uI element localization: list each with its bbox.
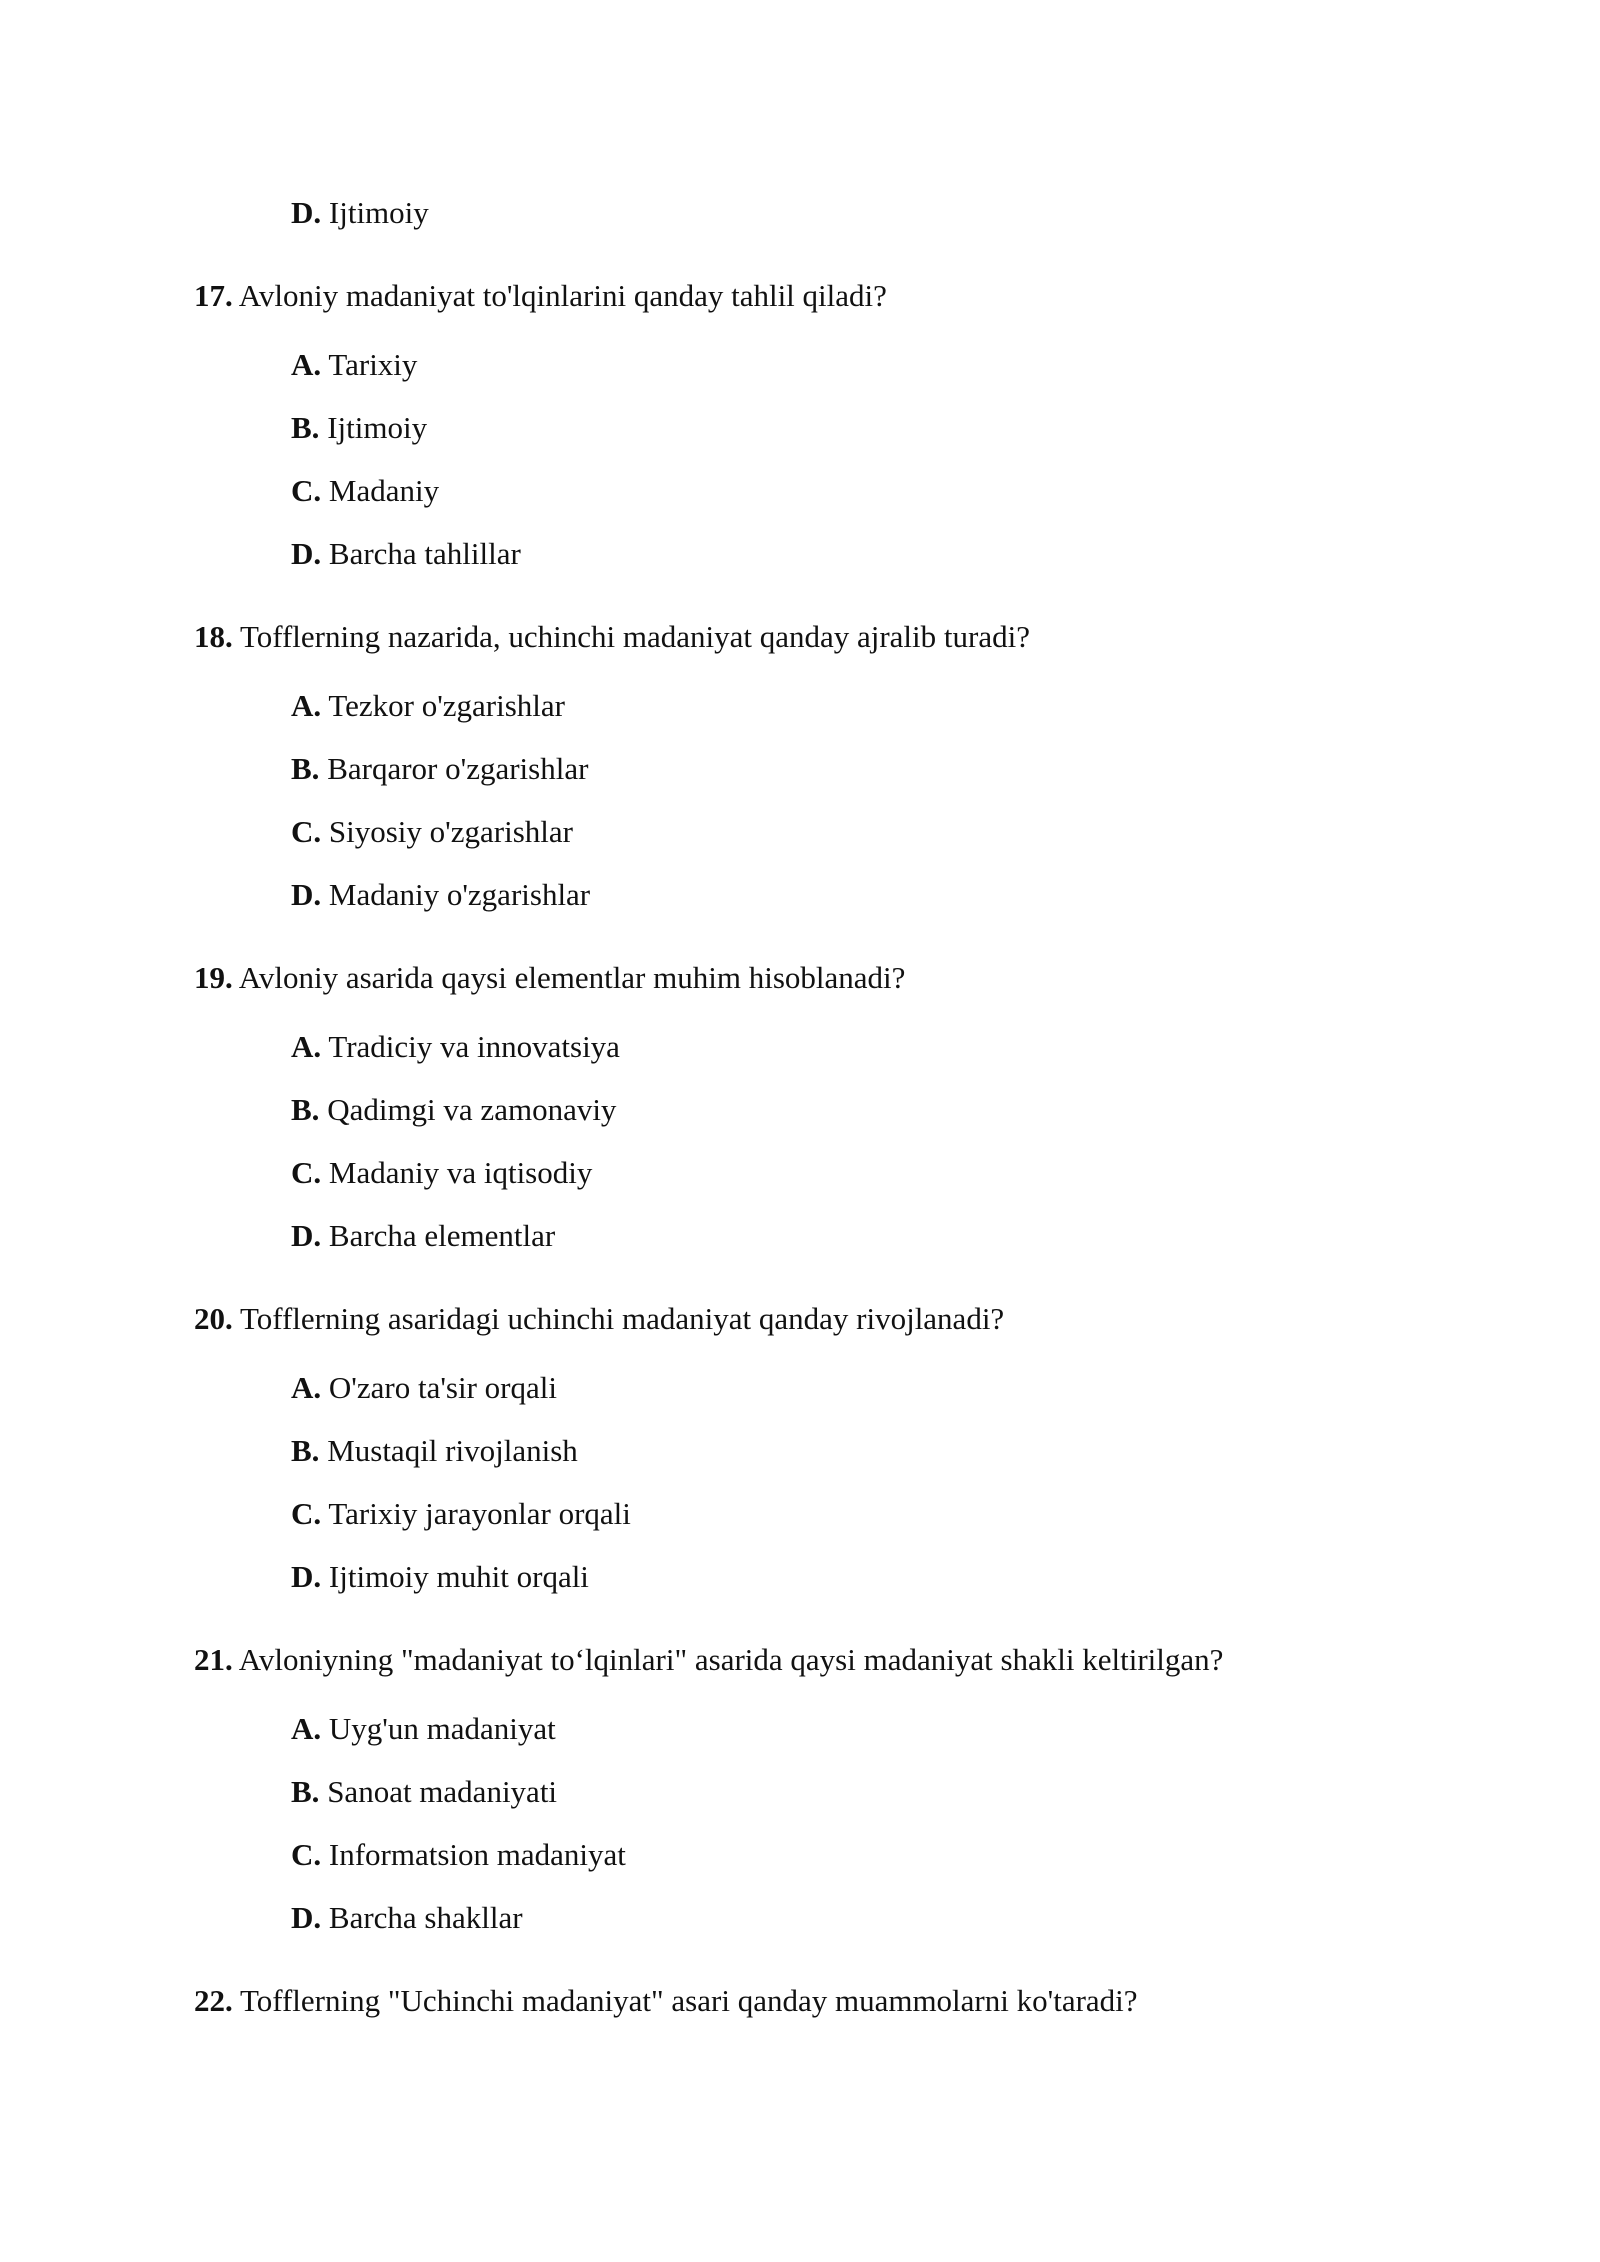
option-18-b: [291, 749, 588, 789]
option-19-c: [291, 1153, 592, 1193]
option-text: Barcha tahlillar: [328, 536, 521, 571]
option-21-c: [291, 1835, 626, 1875]
option-20-b: [291, 1431, 578, 1471]
option-18-a: [291, 686, 565, 726]
option-letter: D.: [291, 195, 322, 230]
question-22: [194, 1981, 1138, 2021]
question-17: [194, 276, 887, 316]
option-letter: C.: [291, 814, 322, 849]
option-letter: B.: [291, 1433, 320, 1468]
question-text: Tofflerning nazarida, uchinchi madaniyat qanday ajralib turadi?: [239, 619, 1030, 654]
option-letter: A.: [291, 1370, 322, 1405]
option-19-a: [291, 1027, 620, 1067]
option-21-d: [291, 1898, 523, 1938]
option-letter: A.: [291, 1711, 322, 1746]
option-text: Siyosiy o'zgarishlar: [328, 814, 573, 849]
option-19-b: [291, 1090, 616, 1130]
option-letter: D.: [291, 1218, 322, 1253]
option-letter: C.: [291, 1496, 322, 1531]
option-text: Barcha shakllar: [328, 1900, 523, 1935]
question-text: Avloniyning "madaniyat to‘lqinlari" asarida qaysi madaniyat shakli keltirilgan?: [238, 1642, 1224, 1677]
option-text: Sanoat madaniyati: [327, 1774, 558, 1809]
option-text: Ijtimoiy: [328, 195, 429, 230]
option-18-c: [291, 812, 573, 852]
option-17-c: [291, 471, 439, 511]
option-text: Madaniy o'zgarishlar: [328, 877, 591, 912]
option-text: Mustaqil rivojlanish: [327, 1433, 578, 1468]
option-text: Barcha elementlar: [328, 1218, 556, 1253]
option-letter: D.: [291, 536, 322, 571]
question-19: [194, 958, 905, 998]
option-letter: C.: [291, 473, 322, 508]
option-text: Tarixiy: [328, 347, 418, 382]
option-letter: C.: [291, 1155, 322, 1190]
option-21-a: [291, 1709, 556, 1749]
question-number: 20.: [194, 1301, 233, 1336]
option-letter: D.: [291, 877, 322, 912]
option-17-a: [291, 345, 417, 385]
option-text: Barqaror o'zgarishlar: [327, 751, 589, 786]
option-20-c: [291, 1494, 631, 1534]
question-18: [194, 617, 1030, 657]
option-letter: D.: [291, 1559, 322, 1594]
option-21-b: [291, 1772, 557, 1812]
option-letter: C.: [291, 1837, 322, 1872]
question-number: 22.: [194, 1983, 233, 2018]
option-text: Madaniy: [328, 473, 440, 508]
option-17-b: [291, 408, 427, 448]
option-16-d: [291, 193, 429, 233]
option-text: Uyg'un madaniyat: [328, 1711, 556, 1746]
option-18-d: [291, 875, 590, 915]
option-text: Tarixiy jarayonlar orqali: [328, 1496, 631, 1531]
question-text: Avloniy asarida qaysi elementlar muhim hisoblanadi?: [238, 960, 906, 995]
question-text: Tofflerning asaridagi uchinchi madaniyat qanday rivojlanadi?: [239, 1301, 1005, 1336]
question-number: 17.: [194, 278, 233, 313]
option-text: Tezkor o'zgarishlar: [328, 688, 566, 723]
option-text: Informatsion madaniyat: [328, 1837, 626, 1872]
option-letter: A.: [291, 688, 322, 723]
question-text: Avloniy madaniyat to'lqinlarini qanday tahlil qiladi?: [238, 278, 887, 313]
question-21: [194, 1640, 1223, 1680]
question-text: Tofflerning "Uchinchi madaniyat" asari qanday muammolarni ko'taradi?: [239, 1983, 1138, 2018]
question-number: 18.: [194, 619, 233, 654]
option-letter: B.: [291, 410, 320, 445]
option-text: Ijtimoiy: [327, 410, 428, 445]
question-number: 19.: [194, 960, 233, 995]
option-17-d: [291, 534, 521, 574]
option-letter: D.: [291, 1900, 322, 1935]
option-20-a: [291, 1368, 557, 1408]
option-letter: B.: [291, 1092, 320, 1127]
option-20-d: [291, 1557, 589, 1597]
option-letter: A.: [291, 1029, 322, 1064]
option-text: Qadimgi va zamonaviy: [327, 1092, 617, 1127]
option-text: O'zaro ta'sir orqali: [328, 1370, 557, 1405]
option-letter: B.: [291, 1774, 320, 1809]
option-letter: A.: [291, 347, 322, 382]
option-letter: B.: [291, 751, 320, 786]
option-text: Tradiciy va innovatsiya: [328, 1029, 620, 1064]
option-text: Ijtimoiy muhit orqali: [328, 1559, 589, 1594]
question-number: 21.: [194, 1642, 233, 1677]
option-19-d: [291, 1216, 555, 1256]
question-20: [194, 1299, 1004, 1339]
option-text: Madaniy va iqtisodiy: [328, 1155, 593, 1190]
